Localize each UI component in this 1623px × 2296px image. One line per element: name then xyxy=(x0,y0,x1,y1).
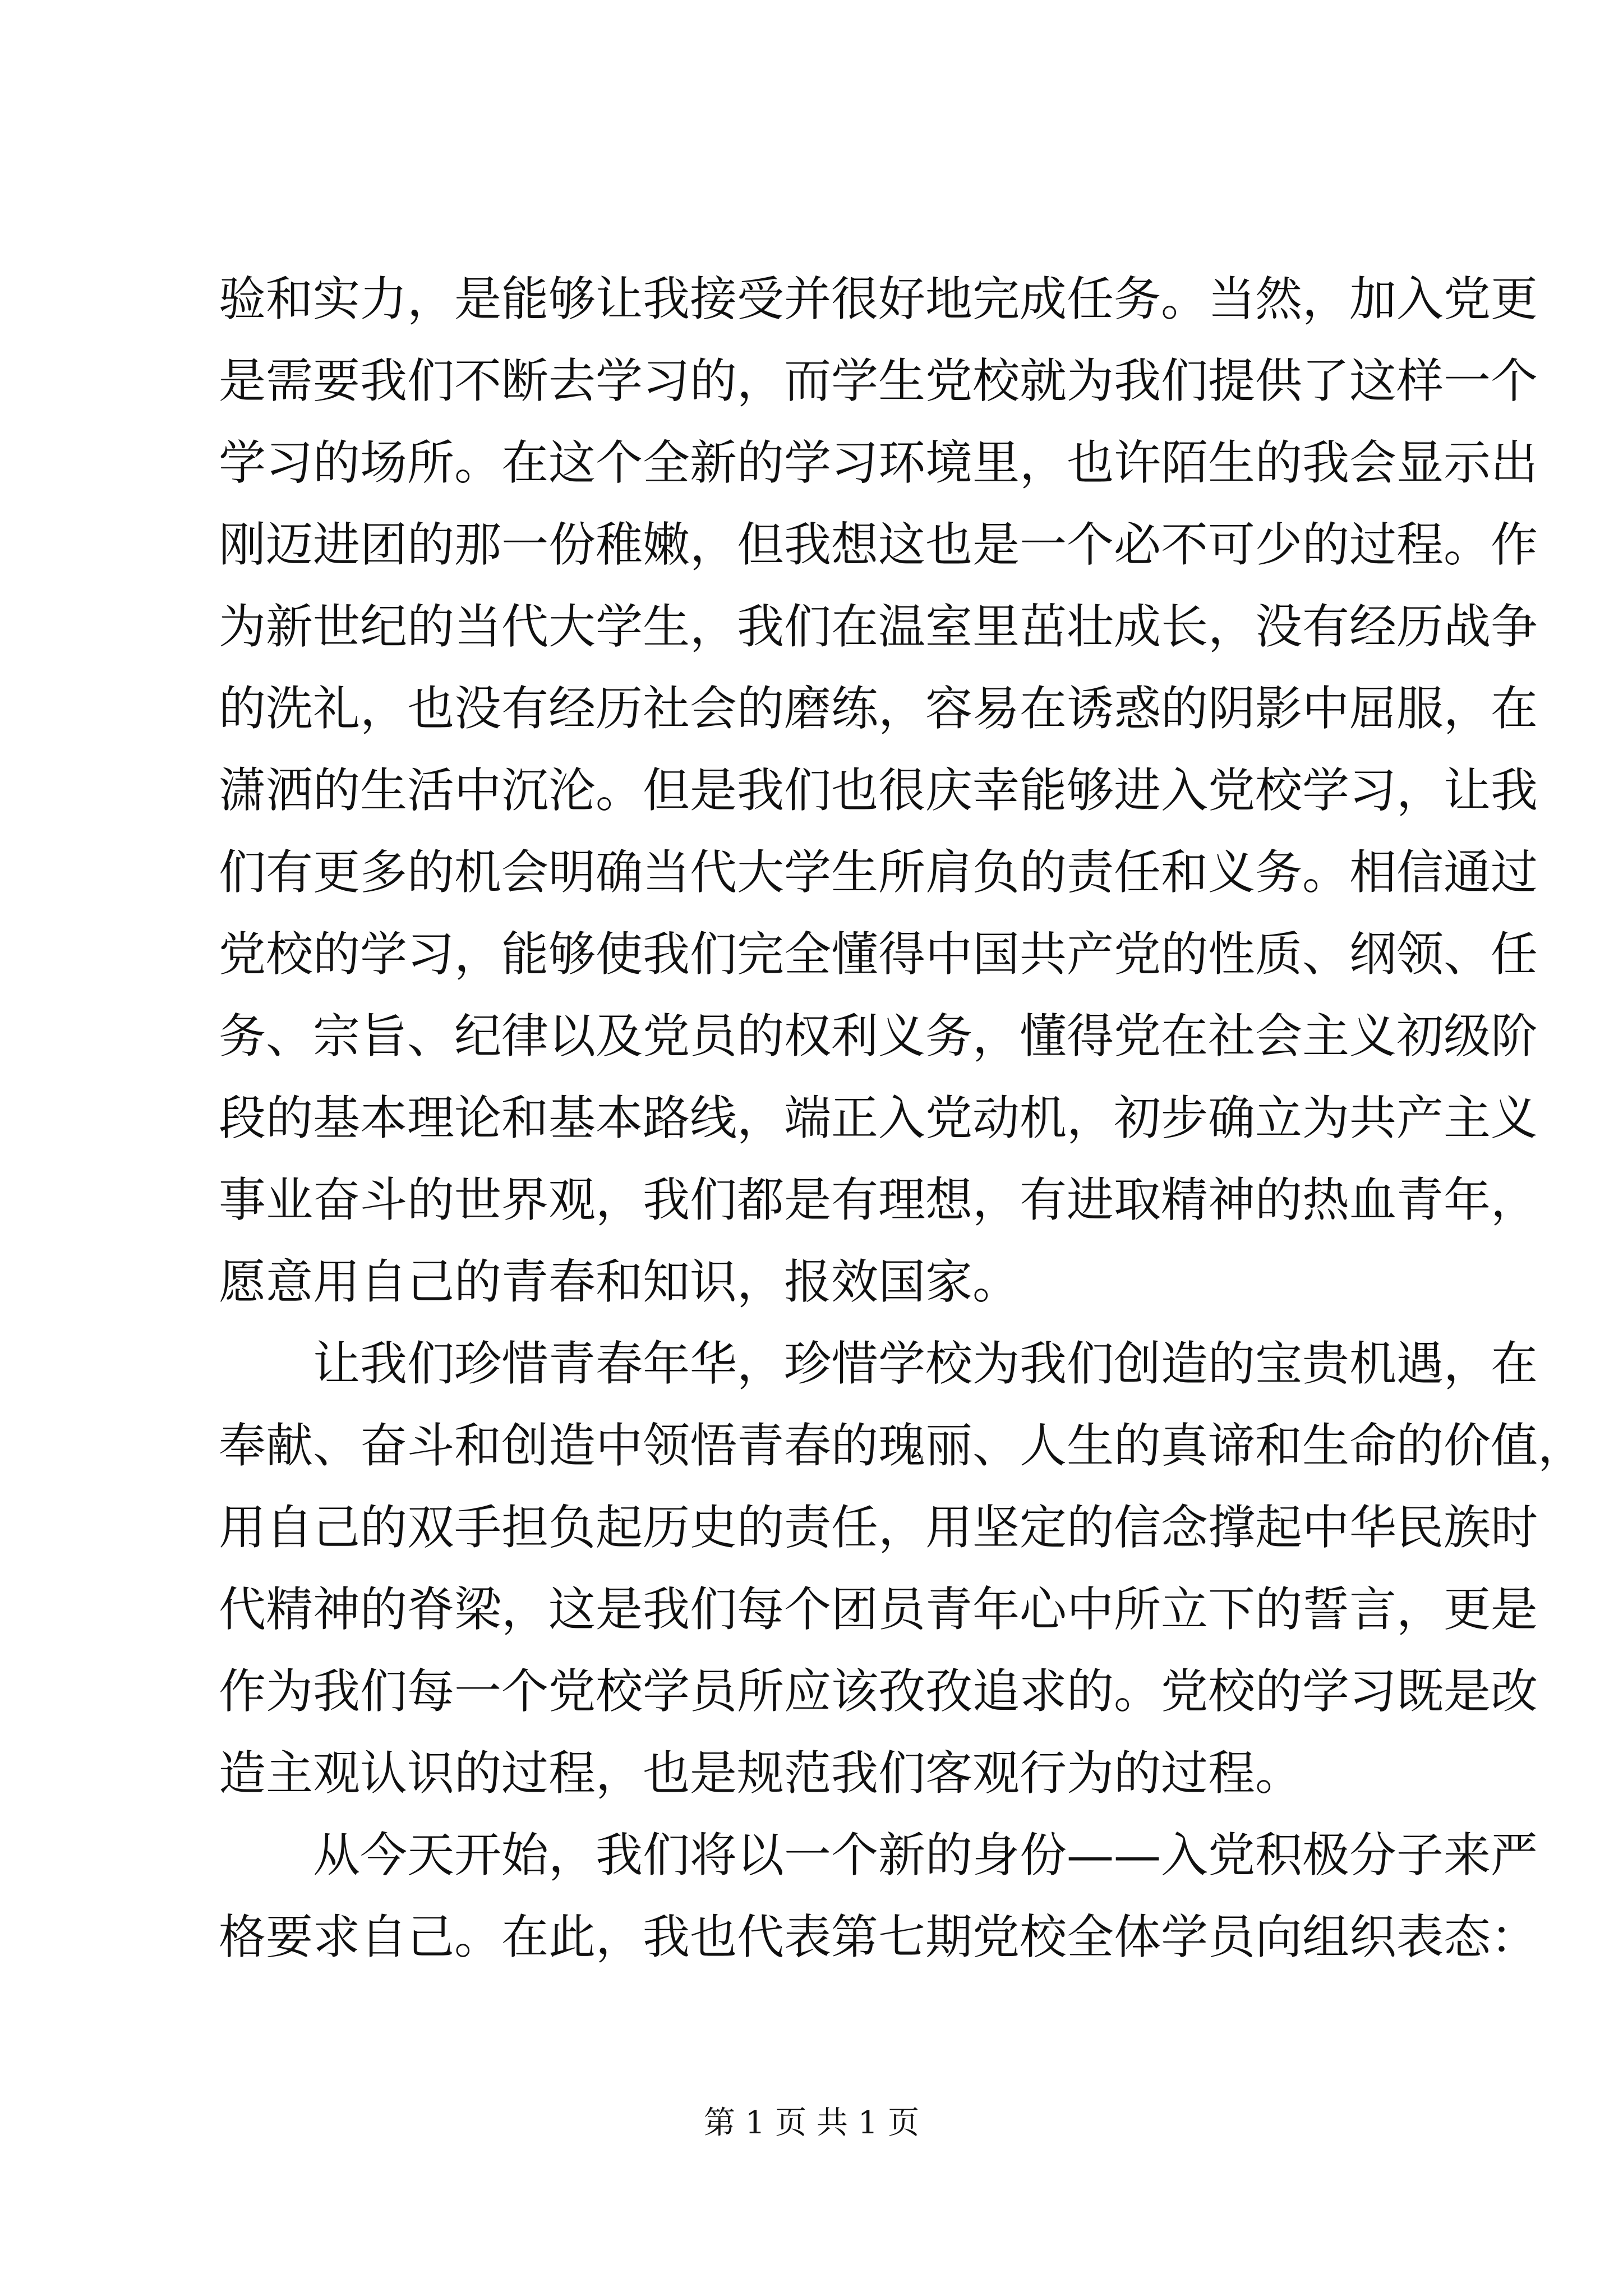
text-line: 用自己的双手担负起历史的责任，用坚定的信念撑起中华民族时 xyxy=(219,1500,1538,1555)
text-line: 务、宗旨、纪律以及党员的权利义务，懂得党在社会主义初级阶 xyxy=(219,1009,1538,1064)
text-line: 验和实力，是能够让我接受并很好地完成任务。当然，加入党更 xyxy=(219,272,1538,326)
text-line: 为新世纪的当代大学生，我们在温室里茁壮成长，没有经历战争 xyxy=(219,599,1538,654)
paragraph-start-line: 让我们珍惜青春年华，珍惜学校为我们创造的宝贵机遇，在 xyxy=(313,1336,1538,1391)
text-line: 潇洒的生活中沉沦。但是我们也很庆幸能够进入党校学习，让我 xyxy=(219,763,1538,818)
text-line: 奉献、奋斗和创造中领悟青春的瑰丽、人生的真谛和生命的价值， xyxy=(219,1418,1585,1473)
text-line: 的洗礼，也没有经历社会的磨练，容易在诱惑的阴影中屈服，在 xyxy=(219,681,1538,736)
paragraph-start-line: 从今天开始，我们将以一个新的身份——入党积极分子来严 xyxy=(313,1828,1538,1883)
text-line: 格要求自己。在此，我也代表第七期党校全体学员向组织表态： xyxy=(219,1910,1538,1964)
page-number-footer: 第 1 页 共 1 页 xyxy=(703,2105,920,2141)
text-line: 段的基本理论和基本路线，端正入党动机，初步确立为共产主义 xyxy=(219,1091,1538,1145)
text-line: 党校的学习，能够使我们完全懂得中国共产党的性质、纲领、任 xyxy=(219,927,1538,982)
text-line: 愿意用自己的青春和知识，报效国家。 xyxy=(219,1254,1020,1309)
text-line: 是需要我们不断去学习的，而学生党校就为我们提供了这样一个 xyxy=(219,353,1538,408)
text-line: 学习的场所。在这个全新的学习环境里，也许陌生的我会显示出 xyxy=(219,435,1538,490)
text-line: 刚迈进团的那一份稚嫩，但我想这也是一个必不可少的过程。作 xyxy=(219,517,1538,572)
text-line: 事业奋斗的世界观，我们都是有理想，有进取精神的热血青年， xyxy=(219,1172,1538,1227)
text-line: 们有更多的机会明确当代大学生所肩负的责任和义务。相信通过 xyxy=(219,845,1538,900)
text-line: 代精神的脊梁，这是我们每个团员青年心中所立下的誓言，更是 xyxy=(219,1582,1538,1637)
text-line: 造主观认识的过程，也是规范我们客观行为的过程。 xyxy=(219,1746,1303,1801)
body-text xyxy=(219,258,1585,1978)
text-line: 作为我们每一个党校学员所应该孜孜追求的。党校的学习既是改 xyxy=(219,1664,1538,1719)
